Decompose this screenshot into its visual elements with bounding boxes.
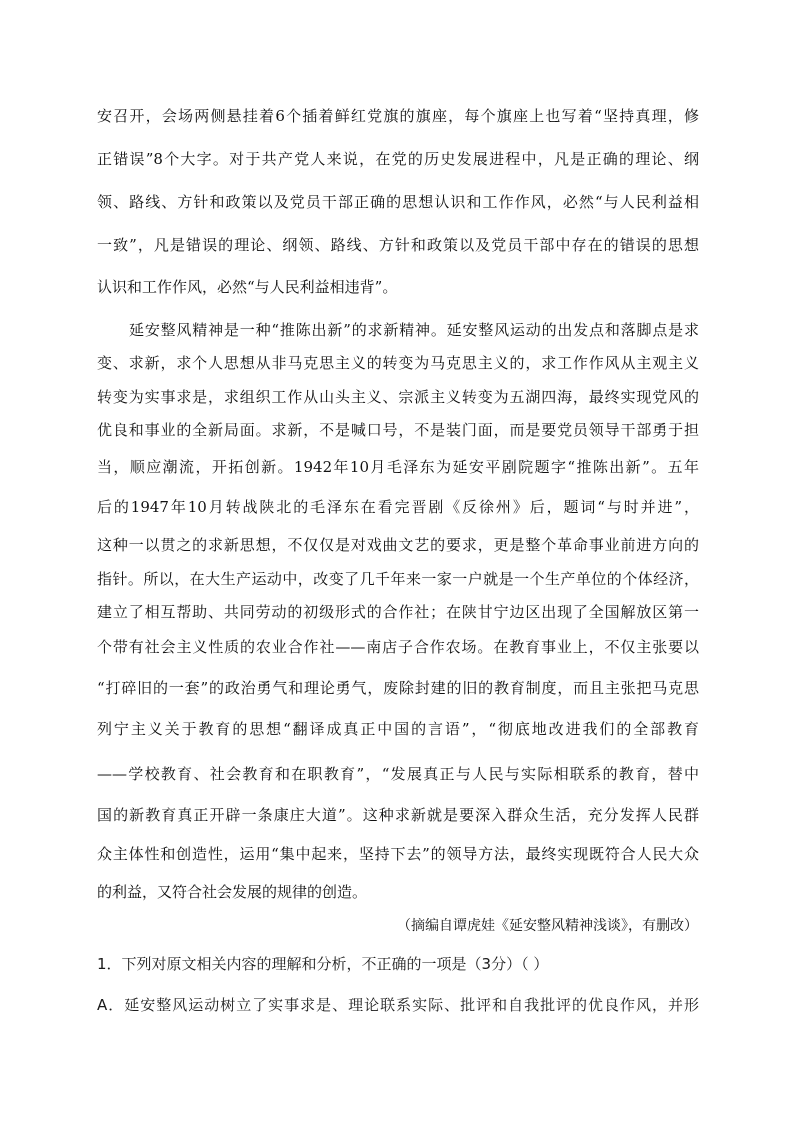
passage-line: 这种一以贯之的求新思想，不仅仅是对戏曲文艺的要求，更是整个革命事业前进方向的 xyxy=(97,536,699,554)
passage-line: “打碎旧的一套”的政治勇气和理论勇气，废除封建的旧的教育制度，而且主张把马克思 xyxy=(97,679,699,697)
passage-line: 一致”，凡是错误的理论、纲领、路线、方针和政策以及党员干部中存在的错误的思想 xyxy=(97,236,699,254)
passage-line: 变、求新，求个人思想从非马克思主义的转变为马克思主义的，求工作作风从主观主义 xyxy=(97,354,699,372)
passage-line: 指针。所以，在大生产运动中，改变了几千年来一家一户就是一个生产单位的个体经济， xyxy=(97,570,699,588)
passage-line: 个带有社会主义性质的农业合作社——南店子合作农场。在教育事业上，不仅主张要以 xyxy=(97,638,699,656)
passage-line: 转变为实事求是，求组织工作从山头主义、宗派主义转变为五湖四海，最终实现党风的 xyxy=(97,388,699,406)
question-option-a: A．延安整风运动树立了实事求是、理论联系实际、批评和自我批评的优良作风，并形 xyxy=(97,996,699,1014)
passage-line: 安召开，会场两侧悬挂着6个插着鲜红党旗的旗座，每个旗座上也写着“坚持真理，修 xyxy=(97,107,699,125)
passage-line: 当，顺应潮流，开拓创新。1942年10月毛泽东为延安平剧院题字“推陈出新”。五年 xyxy=(97,458,699,476)
paragraph-first-line: 延安整风精神是一种“推陈出新”的求新精神。延安整风运动的出发点和落脚点是求 xyxy=(129,321,699,339)
passage-line: 建立了相互帮助、共同劳动的初级形式的合作社；在陕甘宁边区出现了全国解放区第一 xyxy=(97,603,699,621)
passage-line: 的利益，又符合社会发展的规律的创造。 xyxy=(97,883,368,901)
passage-line: 后的1947年10月转战陕北的毛泽东在看完晋剧《反徐州》后，题词“与时并进”， xyxy=(97,498,699,516)
passage-source: （摘编自谭虎娃《延安整风精神浅谈》，有删改） xyxy=(397,918,698,934)
passage-line: ——学校教育、社会教育和在职教育”，“发展真正与人民与实际相联系的教育，替中 xyxy=(97,765,699,783)
passage-line: 国的新教育真正开辟一条康庄大道”。这种求新就是要深入群众生活，充分发挥人民群 xyxy=(97,806,699,824)
passage-line: 优良和事业的全新局面。求新，不是喊口号，不是装门面，而是要党员领导干部勇于担 xyxy=(97,421,699,439)
question-stem: 1．下列对原文相关内容的理解和分析，不正确的一项是（3分）（ ） xyxy=(97,955,549,973)
passage-line: 领、路线、方针和政策以及党员干部正确的思想认识和工作作风，必然“与人民利益相 xyxy=(97,193,699,211)
passage-line: 列宁主义关于教育的思想“翻译成真正中国的言语”，“彻底地改进我们的全部教育 xyxy=(97,720,699,738)
passage-line: 众主体性和创造性，运用“集中起来，坚持下去”的领导方法，最终实现既符合人民大众 xyxy=(97,845,699,863)
passage-line: 正错误”8个大字。对于共产党人来说，在党的历史发展进程中，凡是正确的理论、纲 xyxy=(97,150,699,168)
passage-line: 认识和工作作风，必然“与人民利益相违背”。 xyxy=(97,278,398,296)
